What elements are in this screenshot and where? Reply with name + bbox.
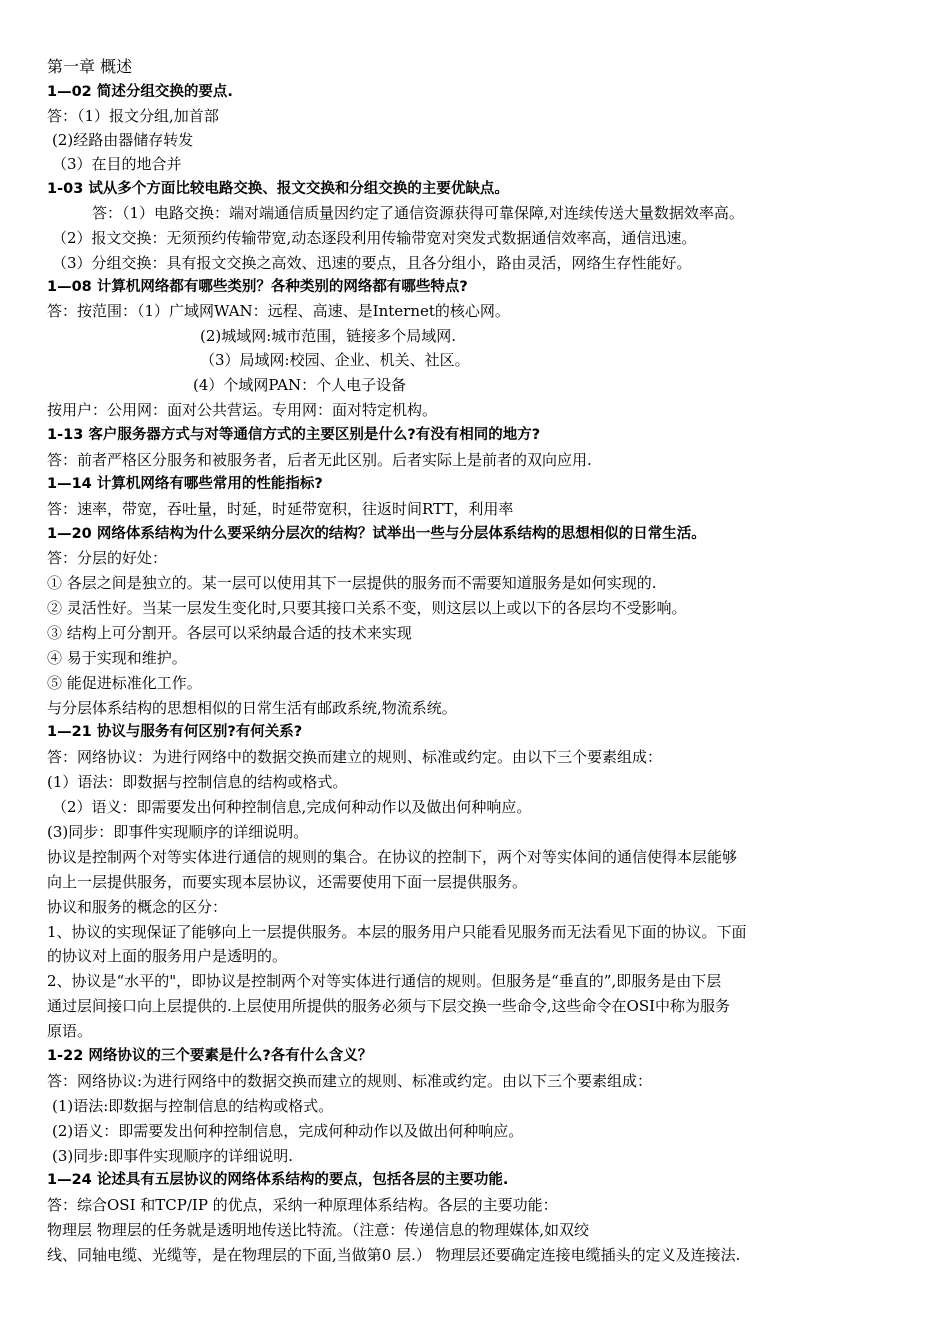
answer-line: (3)同步:即事件实现顺序的详细说明. (52, 1147, 294, 1165)
list-item: ④ 易于实现和维护。 (47, 649, 187, 667)
answer-line: (4）个域网PAN：个人电子设备 (193, 376, 407, 394)
answer-line: 答：速率，带宽，吞吐量，时延，时延带宽积，往返时间RTT，利用率 (47, 500, 514, 518)
list-item: ① 各层之间是独立的。某一层可以使用其下一层提供的服务而不需要知道服务是如何实现的. (47, 574, 657, 592)
question-heading: 1—20 网络体系结构为什么要采纳分层次的结构？试举出一些与分层体系结构的思想相似的日常生活。 (47, 526, 706, 542)
list-item: ③ 结构上可分割开。各层可以采纳最合适的技术来实现 (47, 624, 412, 642)
answer-line: 原语。 (47, 1022, 93, 1040)
answer-line: 答：（1）电路交换：端对端通信质量因约定了通信资源获得可靠保障,对连续传送大量数据效率高。 (92, 204, 744, 222)
answer-line: (2)语义：即需要发出何种控制信息，完成何种动作以及做出何种响应。 (52, 1122, 524, 1140)
answer-line: （2）报文交换：无须预约传输带宽,动态逐段利用传输带宽对突发式数据通信效率高，通信迅速。 (52, 229, 697, 247)
question-heading: 1—21 协议与服务有何区别?有何关系? (47, 724, 303, 740)
answer-line: 通过层间接口向上层提供的.上层使用所提供的服务必须与下层交换一些命令,这些命令在OSI中称为服务 (47, 997, 731, 1015)
answer-line: (2)经路由器储存转发 (52, 131, 194, 149)
answer-line: 按用户：公用网：面对公共营运。专用网：面对特定机构。 (47, 401, 438, 419)
answer-line: 物理层 物理层的任务就是透明地传送比特流。（注意：传递信息的物理媒体,如双绞 (47, 1221, 590, 1239)
answer-line: 答：按范围：（1）广域网WAN：远程、高速、是Internet的核心网。 (47, 302, 510, 320)
answer-line: 线、同轴电缆、光缆等，是在物理层的下面,当做第0 层.） 物理层还要确定连接电缆插头的定义及连接法. (47, 1246, 741, 1264)
answer-line: 答：网络协议:为进行网络中的数据交换而建立的规则、标准或约定。由以下三个要素组成： (47, 1072, 653, 1090)
answer-line: 协议和服务的概念的区分： (47, 898, 228, 916)
answer-line: 答：网络协议：为进行网络中的数据交换而建立的规则、标准或约定。由以下三个要素组成： (47, 748, 663, 766)
question-heading: 1-13 客户服务器方式与对等通信方式的主要区别是什么?有没有相同的地方? (47, 427, 541, 443)
answer-line: （3）分组交换：具有报文交换之高效、迅速的要点，且各分组小，路由灵活，网络生存性能好。 (52, 254, 692, 272)
answer-line: 2、协议是“水平的"，即协议是控制两个对等实体进行通信的规则。但服务是“垂直的”,即服务是由下层 (47, 972, 722, 990)
answer-line: （3）在目的地合并 (52, 155, 182, 173)
answer-line: 答：分层的好处： (47, 549, 168, 567)
question-heading: 1-22 网络协议的三个要素是什么?各有什么含义？ (47, 1048, 373, 1064)
answer-line: (3)同步：即事件实现顺序的详细说明。 (47, 823, 309, 841)
list-item: ② 灵活性好。当某一层发生变化时,只要其接口关系不变，则这层以上或以下的各层均不受影响。 (47, 599, 687, 617)
answer-line: (1)语法:即数据与控制信息的结构或格式。 (52, 1097, 334, 1115)
question-heading: 1—08 计算机网络都有哪些类别？各种类别的网络都有哪些特点? (47, 279, 468, 295)
chapter-title: 第一章 概述 (47, 57, 133, 76)
answer-line: 答：（1）报文分组,加首部 (47, 107, 219, 125)
question-heading: 1—14 计算机网络有哪些常用的性能指标? (47, 476, 323, 492)
answer-line: 与分层体系结构的思想相似的日常生活有邮政系统,物流系统。 (47, 699, 457, 717)
answer-line: 答：综合OSI 和TCP/IP 的优点，采纳一种原理体系结构。各层的主要功能： (47, 1196, 558, 1214)
answer-line: （3）局域网:校园、企业、机关、社区。 (200, 351, 470, 369)
answer-line: 向上一层提供服务，而要实现本层协议，还需要使用下面一层提供服务。 (47, 873, 528, 891)
list-item: ⑤ 能促进标准化工作。 (47, 674, 202, 692)
answer-line: (2)城域网:城市范围，链接多个局域网. (200, 327, 457, 345)
question-heading: 1—02 简述分组交换的要点. (47, 84, 233, 100)
question-heading: 1—24 论述具有五层协议的网络体系结构的要点，包括各层的主要功能. (47, 1172, 509, 1188)
answer-line: 的协议对上面的服务用户是透明的。 (47, 947, 288, 965)
question-heading: 1-03 试从多个方面比较电路交换、报文交换和分组交换的主要优缺点。 (47, 181, 509, 197)
answer-line: （2）语义：即需要发出何种控制信息,完成何种动作以及做出何种响应。 (52, 798, 532, 816)
answer-line: (1）语法：即数据与控制信息的结构或格式。 (47, 773, 348, 791)
answer-line: 答：前者严格区分服务和被服务者，后者无此区别。后者实际上是前者的双向应用. (47, 451, 592, 469)
answer-line: 1、协议的实现保证了能够向上一层提供服务。本层的服务用户只能看见服务而无法看见下面的协议。下面 (47, 923, 747, 941)
answer-line: 协议是控制两个对等实体进行通信的规则的集合。在协议的控制下，两个对等实体间的通信使得本层能够 (47, 848, 738, 866)
